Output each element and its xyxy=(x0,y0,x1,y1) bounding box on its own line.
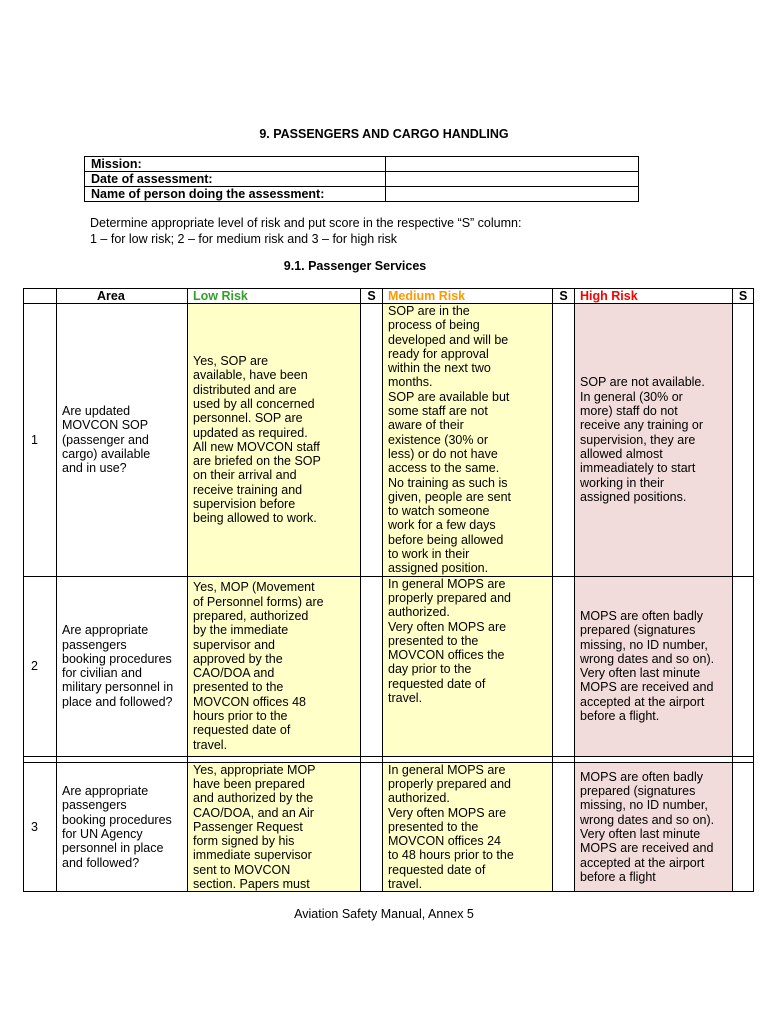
score-cell-low[interactable] xyxy=(361,576,383,756)
score-cell-high[interactable] xyxy=(733,762,754,892)
area-cell: Are appropriate passengers booking procedures for UN Agency personnel in place and followed? xyxy=(57,762,188,892)
info-value-field[interactable] xyxy=(386,187,639,202)
assessment-info-table xyxy=(84,156,639,202)
row-number: 2 xyxy=(24,576,57,756)
info-label: Name of person doing the assessment: xyxy=(85,187,386,202)
page-footer: Aviation Safety Manual, Annex 5 xyxy=(294,907,474,921)
info-row-date xyxy=(85,172,639,187)
subsection-title: 9.1. Passenger Services xyxy=(283,259,427,273)
low-risk-cell: Yes, appropriate MOP have been prepared and authorized by the CAO/DOA, and an Air Passenger Request form signed by his immediate supervisor sent to MOVCON section. Papers must xyxy=(188,762,361,892)
header-high-risk: High Risk xyxy=(575,289,733,304)
risk-assessment-table xyxy=(23,288,754,892)
area-cell: Are appropriate passengers booking procedures for civilian and military personnel in place and followed? xyxy=(57,576,188,756)
high-risk-cell: MOPS are often badly prepared (signatures missing, no ID number, wrong dates and so on). Very often last minute MOPS are received and accepted at the airport before a flight xyxy=(575,762,733,892)
medium-risk-cell: In general MOPS are properly prepared and authorized. Very often MOPS are presented to the MOVCON offices the day prior to the requested date of travel. xyxy=(383,576,553,756)
score-cell-low[interactable] xyxy=(361,304,383,577)
header-number xyxy=(24,289,57,304)
instructions-line: 1 – for low risk; 2 – for medium risk and 3 – for high risk xyxy=(90,232,398,246)
score-cell-low[interactable] xyxy=(361,762,383,892)
score-cell-medium[interactable] xyxy=(553,576,575,756)
header-score: S xyxy=(733,289,754,304)
table-row xyxy=(24,762,754,892)
high-risk-cell: SOP are not available. In general (30% or more) staff do not receive any training or supervision, they are allowed almost immeadiately to start working in their assigned positions. xyxy=(575,304,733,577)
header-score: S xyxy=(553,289,575,304)
info-value-field[interactable] xyxy=(386,172,639,187)
info-value-field[interactable] xyxy=(386,157,639,172)
table-row xyxy=(24,576,754,756)
score-cell-medium[interactable] xyxy=(553,762,575,892)
row-number: 1 xyxy=(24,304,57,577)
medium-risk-cell: SOP are in the process of being developed and will be ready for approval within the next two months. SOP are available but some staff are not aware of their existence (30% or less) or do not have access to the same. No training as such is given, people are sent to watch someone work for a few days before being allowed to work in their assigned position. xyxy=(383,304,553,577)
low-risk-cell: Yes, SOP are available, have been distributed and are used by all concerned personnel. SOP are updated as required. All new MOVCON staff are briefed on the SOP on their arrival and receive training and supervision before being allowed to work. xyxy=(188,304,361,577)
table-row xyxy=(24,304,754,577)
score-cell-medium[interactable] xyxy=(553,304,575,577)
table-header-row xyxy=(24,289,754,304)
info-row-mission xyxy=(85,157,639,172)
header-low-risk: Low Risk xyxy=(188,289,361,304)
instructions-line: Determine appropriate level of risk and put score in the respective “S” column: xyxy=(90,216,522,230)
high-risk-cell: MOPS are often badly prepared (signatures missing, no ID number, wrong dates and so on). Very often last minute MOPS are received and accepted at the airport before a flight. xyxy=(575,576,733,756)
score-cell-high[interactable] xyxy=(733,576,754,756)
info-label: Mission: xyxy=(85,157,386,172)
header-area: Area xyxy=(57,289,188,304)
score-cell-high[interactable] xyxy=(733,304,754,577)
header-medium-risk: Medium Risk xyxy=(383,289,553,304)
section-title: 9. PASSENGERS AND CARGO HANDLING xyxy=(259,127,509,141)
info-row-assessor xyxy=(85,187,639,202)
instructions xyxy=(90,215,521,247)
area-cell: Are updated MOVCON SOP (passenger and cargo) available and in use? xyxy=(57,304,188,577)
info-label: Date of assessment: xyxy=(85,172,386,187)
header-score: S xyxy=(361,289,383,304)
medium-risk-cell: In general MOPS are properly prepared and authorized. Very often MOPS are presented to the MOVCON offices 24 to 48 hours prior to the requested date of travel. xyxy=(383,762,553,892)
low-risk-cell: Yes, MOP (Movement of Personnel forms) are prepared, authorized by the immediate supervisor and approved by the CAO/DOA and presented to the MOVCON offices 48 hours prior to the requested date of travel. xyxy=(188,576,361,756)
row-number: 3 xyxy=(24,762,57,892)
